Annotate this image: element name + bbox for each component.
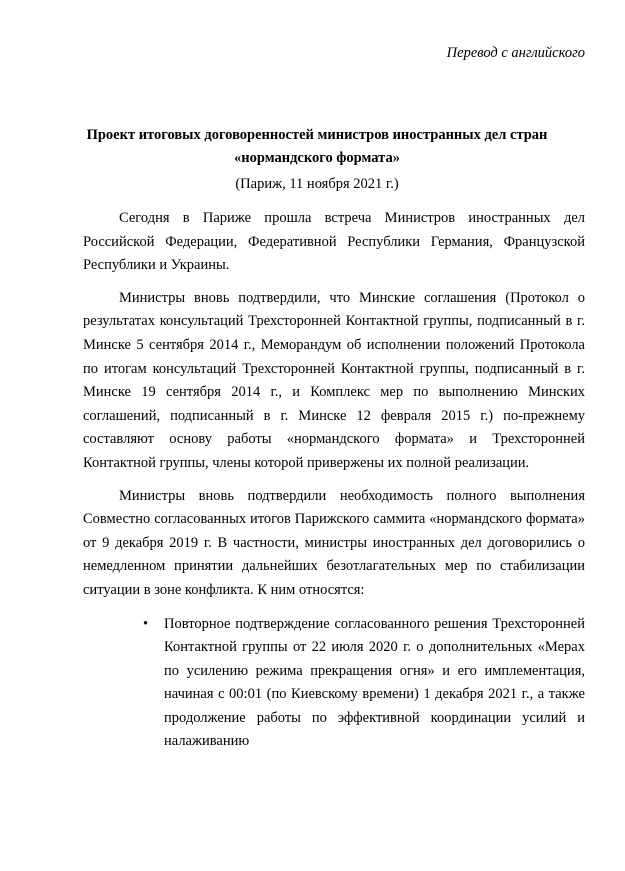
bullet-text: Повторное подтверждение согласованного решения Трехсторонней Контактной группы от 22 июля 2020 г. о дополнительных «Мерах по усилению режима прекращения огня» и его имплементация, начиная с 00:01 (по Киевскому времени) 1 декабря 2021 г., а также продолжение работы по эффективной координации усилий и налаживанию — [164, 615, 585, 750]
document-title: Проект итоговых договоренностей министров иностранных дел стран «нормандского формата» — [86, 127, 548, 166]
bullet-icon: • — [143, 615, 149, 632]
list-item — [83, 613, 585, 755]
document-body — [83, 207, 585, 754]
translation-note: Перевод с английского — [446, 45, 585, 61]
place-date: (Париж, 11 ноября 2021 г.) — [235, 176, 399, 192]
paragraph-1: Сегодня в Париже прошла встреча Министров иностранных дел Российской Федерации, Федеративной Республики Германия, Французской Республики и Украины. — [83, 210, 585, 274]
paragraph-3: Министры вновь подтвердили необходимость полного выполнения Совместно согласованных итогов Парижского саммита «нормандского формата» от 9 декабря 2019 г. В частности, министры иностранных дел договорились о немедленном принятии дальнейших безотлагательных мер по стабилизации ситуации в зоне конфликта. К ним относятся: — [83, 487, 585, 598]
bullet-list — [83, 613, 585, 755]
paragraph-2: Министры вновь подтвердили, что Минские соглашения (Протокол о результатах консультаций Трехсторонней Контактной группы, подписанный в г. Минске 5 сентября 2014 г., Меморандум об исполнении положений Протокола по итогам консультаций Трехсторонней Контактной группы, подписанный в г. Минске 19 сентября 2014 г., и Комплекс мер по выполнению Минских соглашений, подписанный в г. Минске 12 февраля 2015 г.) по-прежнему составляют основу работы «нормандского формата» и Трехсторонней Контактной группы, члены которой привержены их полной реализации. — [83, 289, 585, 471]
